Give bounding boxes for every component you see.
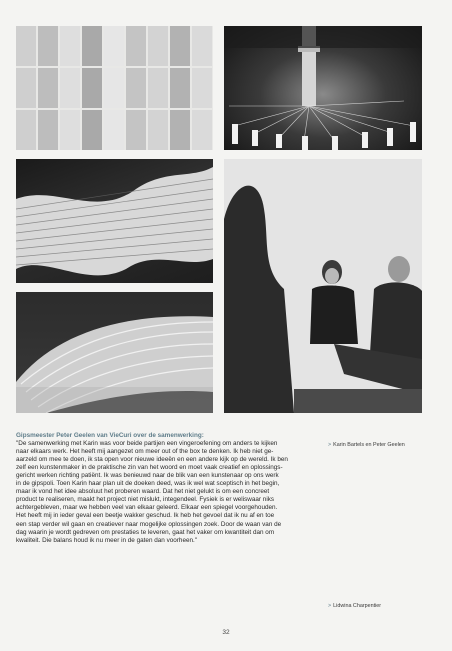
collage-tile (148, 68, 168, 108)
collage-tile (16, 26, 36, 66)
collage-tile (126, 110, 146, 150)
article-line: naar elkaars werk. Het heeft mij aangezet om meer out of the box te denken. Ik heb niet ge- (16, 448, 274, 456)
caption-arrow-icon: > (328, 603, 332, 609)
collage-tile (104, 110, 124, 150)
caption-knit (328, 603, 381, 609)
collage-tile (82, 26, 102, 66)
collage-tile (170, 68, 190, 108)
collage-tile (104, 68, 124, 108)
article-body (16, 432, 316, 545)
collage-tile (170, 26, 190, 66)
collage-tile (192, 110, 212, 150)
collage-tile (38, 110, 58, 150)
caption-knit-text: Lidwina Charpentier (333, 603, 382, 609)
photo-collage (16, 26, 213, 150)
collage-tile (60, 110, 80, 150)
article-line: product te realiseren, maakt het project niet mislukt, integendeel. Fysiek is er weliswaar niks (16, 496, 275, 504)
collage-tile (60, 26, 80, 66)
collage-tile (16, 110, 36, 150)
article-line: Het heeft mij in ieder geval een beetje wakker geschud. Ik heb het gevoel dat ik nu af en toe (16, 512, 275, 520)
collage-tile (82, 110, 102, 150)
collage-tile (38, 68, 58, 108)
collage-tile (16, 68, 36, 108)
article-line: gericht werken richting patiënt. Ik was benieuwd naar de blik van een kunstenaar op ons werk (16, 472, 279, 480)
collage-tile (82, 68, 102, 108)
collage-tile (38, 26, 58, 66)
knit-tube-illustration (16, 292, 213, 413)
photo-meeting (224, 159, 422, 413)
article-line: "De samenwerking met Karin was voor beide partijen een vingeroefening om anders te kijken (16, 440, 278, 448)
collage-tile (192, 26, 212, 66)
article-line: zelf een kunstenmaker in de praktische zin van het woord en moet vaak creatief en oplossings- (16, 464, 283, 472)
collage-tile (126, 26, 146, 66)
collage-tile (60, 68, 80, 108)
article-line: in de gipspoli. Toen Karin haar plan uit de doeken deed, was ik wel wat sceptisch in het begin, (16, 480, 280, 488)
caption-meeting (328, 442, 405, 448)
article-line: achtergebleven, maar we hebben veel van elkaar geleerd. Elkaar een spiegel voorgehouden. (16, 504, 278, 512)
page-number: 32 (222, 629, 230, 636)
collage-tile (148, 26, 168, 66)
collage-tile (148, 110, 168, 150)
collage-tile (104, 26, 124, 66)
collage-tile (192, 68, 212, 108)
collage-tile (126, 68, 146, 108)
photo-knit-tube (16, 292, 213, 413)
article-line: kwaliteit. Die balans houd ik nu meer in de gaten dan voorheen." (16, 536, 198, 544)
meeting-illustration (224, 159, 422, 413)
knitting-machine-illustration (224, 26, 422, 150)
mesh-fabric-illustration (16, 159, 213, 283)
photo-knitting-machine (224, 26, 422, 150)
article-heading: Gipsmeester Peter Geelen van VieCuri over de samenwerking: (16, 432, 204, 439)
collage-tile (170, 110, 190, 150)
caption-meeting-text: Karin Bartels en Peter Geelen (333, 442, 405, 448)
article-line: een stap verder wil gaan en creatiever naar mogelijke oplossingen zoek. Door de waan van de (16, 520, 282, 528)
article-line: maar ik vond het idee absoluut het proberen waard. Dat het niet gelukt is om een concreet (16, 488, 270, 496)
article-line: dag waarin je wordt gedreven om prestaties te leveren, gaat het vaker om kwantiteit dan om (16, 528, 275, 536)
photo-mesh-fabric (16, 159, 213, 283)
article-line: aarzeld om mee te doen, ik sta open voor nieuwe ideeën en een andere kijk op de wereld. Ik ben (16, 456, 288, 464)
caption-arrow-icon: > (328, 442, 332, 448)
